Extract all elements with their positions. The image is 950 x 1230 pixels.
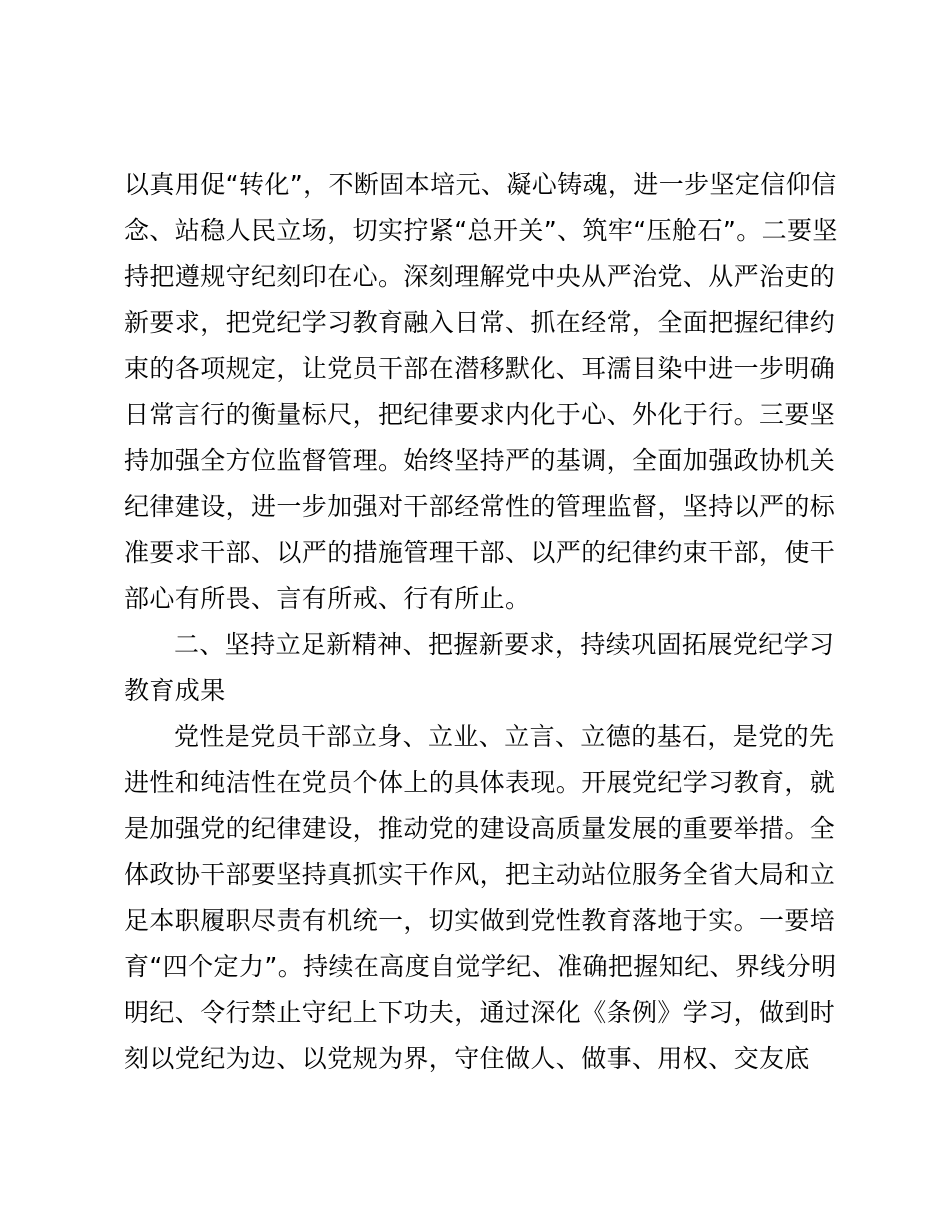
text-line: 是加强党的纪律建设，推动党的建设高质量发展的重要举措。全 [124, 814, 836, 843]
text-line: 准要求干部、以严的措施管理干部、以严的纪律约束干部，使干 [124, 538, 836, 567]
section-heading-2 [124, 622, 835, 714]
text-line: 纪律建设，进一步加强对干部经常性的管理监督，坚持以严的标 [124, 492, 836, 521]
text-line: 刻以党纪为边、以党规为界，守住做人、做事、用权、交友底 [124, 1044, 810, 1073]
text-line: 以真用促“转化”，不断固本培元、凝心铸魂，进一步坚定信仰信 [124, 170, 837, 199]
text-line: 持加强全方位监督管理。始终坚持严的基调，全面加强政协机关 [124, 446, 836, 475]
heading-line: 二、坚持立足新精神、把握新要求，持续巩固拓展党纪学习 [174, 630, 835, 659]
text-line: 体政协干部要坚持真抓实干作风，把主动站位服务全省大局和立 [124, 860, 836, 889]
paragraph-2 [124, 714, 837, 1082]
text-line: 党性是党员干部立身、立业、立言、立德的基石，是党的先 [174, 722, 835, 751]
text-line: 念、站稳人民立场，切实拧紧“总开关”、筑牢“压舱石”。二要坚 [124, 216, 838, 245]
text-line: 进性和纯洁性在党员个体上的具体表现。开展党纪学习教育，就 [124, 768, 836, 797]
text-line: 足本职履职尽责有机统一，切实做到党性教育落地于实。一要培 [124, 906, 836, 935]
text-line: 束的各项规定，让党员干部在潜移默化、耳濡目染中进一步明确 [124, 354, 836, 383]
text-line: 新要求，把党纪学习教育融入日常、抓在经常，全面把握纪律约 [124, 308, 836, 337]
paragraph-1 [124, 162, 838, 622]
heading-line: 教育成果 [124, 676, 226, 705]
text-line: 育“四个定力”。持续在高度自觉学纪、准确把握知纪、界线分明 [124, 952, 837, 981]
text-line: 持把遵规守纪刻印在心。深刻理解党中央从严治党、从严治吏的 [124, 262, 836, 291]
text-line: 部心有所畏、言有所戒、行有所止。 [124, 584, 531, 613]
text-line: 日常言行的衡量标尺，把纪律要求内化于心、外化于行。三要坚 [124, 400, 836, 429]
document-body [124, 162, 838, 1082]
text-line: 明纪、令行禁止守纪上下功夫，通过深化《条例》学习，做到时 [124, 998, 836, 1027]
